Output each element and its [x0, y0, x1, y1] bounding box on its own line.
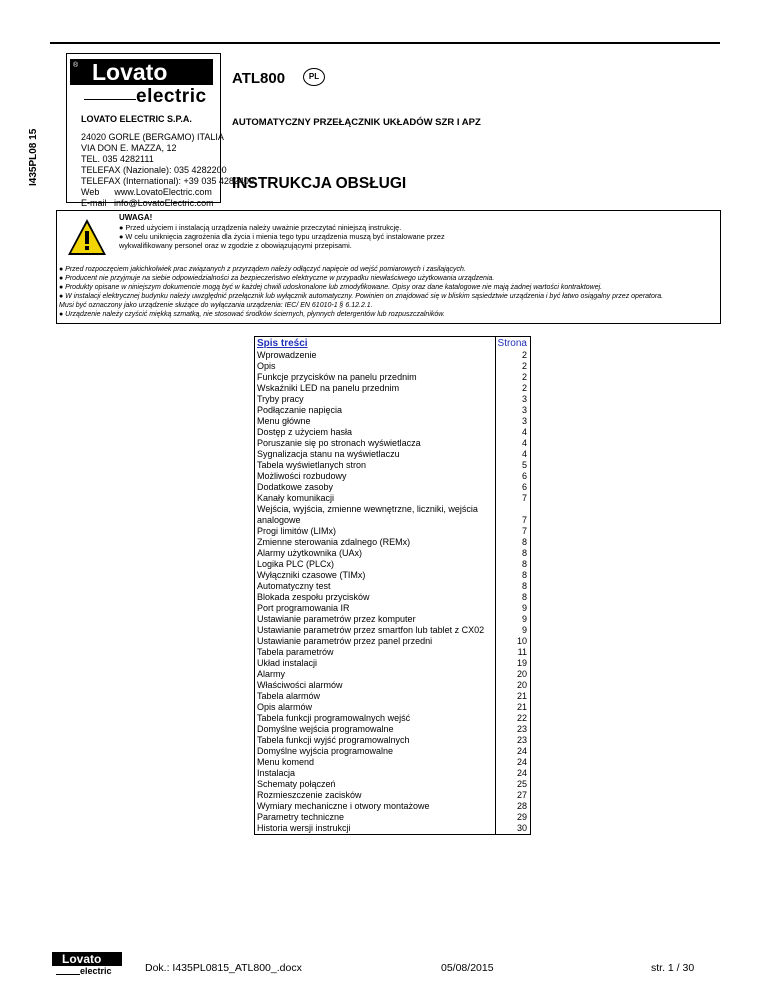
- toc-row: [255, 570, 530, 581]
- table-of-contents: [254, 336, 531, 835]
- warning-line: ● W celu uniknięcia zagrożenia dla życia i mienia tego typu urządzenia muszą być instalowane przez: [119, 232, 445, 241]
- toc-entry-page: 24: [516, 768, 527, 778]
- toc-row: [255, 350, 530, 361]
- logo-word: Lovato: [70, 59, 213, 85]
- toc-entry-page: 29: [516, 812, 527, 822]
- toc-entry-title: [255, 823, 496, 834]
- toc-entry-title: [255, 361, 496, 372]
- toc-entry-title-line: Tabela funkcji programowalnych wejść: [257, 713, 411, 723]
- toc-row: [255, 636, 530, 647]
- toc-entry-page: 21: [516, 702, 527, 712]
- toc-header-title: Spis treści: [255, 337, 496, 350]
- toc-row: [255, 438, 530, 449]
- toc-entry-title-line: Układ instalacji: [257, 658, 318, 668]
- toc-entry-page: 30: [516, 823, 527, 833]
- toc-entry-title-line: Alarmy użytkownika (UAx): [257, 548, 363, 558]
- toc-entry-page: 23: [516, 724, 527, 734]
- toc-row: [255, 669, 530, 680]
- toc-entry-page: 7: [521, 493, 527, 503]
- toc-entry-title-line: Ustawianie parametrów przez panel przedni: [257, 636, 433, 646]
- toc-entry-title-line: Instalacja: [257, 768, 296, 778]
- toc-row: [255, 526, 530, 537]
- address-line: VIA DON E. MAZZA, 12: [81, 143, 177, 153]
- toc-row: [255, 427, 530, 438]
- toc-entry-page: 8: [521, 570, 527, 580]
- toc-entry-page: 25: [516, 779, 527, 789]
- web-line: Web www.LovatoElectric.com: [81, 187, 212, 197]
- toc-row: [255, 702, 530, 713]
- toc-row: [255, 812, 530, 823]
- toc-entry-page: 24: [516, 746, 527, 756]
- toc-entry-title: [255, 405, 496, 416]
- email-line: E-mail info@LovatoElectric.com: [81, 198, 214, 208]
- toc-entry-title: [255, 460, 496, 471]
- toc-row: [255, 383, 530, 394]
- toc-entry-title: [255, 427, 496, 438]
- toc-entry-title: [255, 768, 496, 779]
- toc-entry-page: 9: [521, 614, 527, 624]
- toc-entry-page: 20: [516, 680, 527, 690]
- toc-entry-page: 4: [521, 449, 527, 459]
- toc-entry-title-line: Wprowadzenie: [257, 350, 317, 360]
- toc-entry-title: [255, 537, 496, 548]
- toc-entry-title-line: Domyślne wejścia programowalne: [257, 724, 394, 734]
- toc-entry-title: [255, 581, 496, 592]
- toc-entry-page: 21: [516, 691, 527, 701]
- toc-entry-page: 19: [516, 658, 527, 668]
- toc-entry-page: 2: [521, 383, 527, 393]
- toc-entry-page: 8: [521, 537, 527, 547]
- logo-line: [84, 99, 136, 100]
- toc-row: [255, 471, 530, 482]
- toc-entry-title-line: Opis alarmów: [257, 702, 313, 712]
- toc-entry-title-line: Menu główne: [257, 416, 311, 426]
- toc-entry-title-line: Tabela parametrów: [257, 647, 334, 657]
- toc-entry-title-line: Ustawianie parametrów przez komputer: [257, 614, 416, 624]
- registered-mark: ®: [73, 62, 79, 69]
- warning-note: ● Produkty opisane w niniejszym dokumencie mogą być w każdej chwili udoskonalone lub zmodyfikowane. Opisy oraz dane katalogowe nie mają żadnej wartości kontraktowej.: [59, 284, 603, 291]
- toc-entry-title-line: Opis: [257, 361, 276, 371]
- logo-sub: electric: [136, 86, 207, 107]
- toc-row: [255, 504, 530, 526]
- address-line: TEL. 035 4282111: [81, 154, 154, 164]
- toc-entry-page: 7: [521, 515, 527, 525]
- toc-entry-page: 6: [521, 471, 527, 481]
- toc-row: [255, 537, 530, 548]
- toc-entry-title: [255, 449, 496, 460]
- toc-entry-title-line: Dodatkowe zasoby: [257, 482, 334, 492]
- toc-entry-title-line: Wskaźniki LED na panelu przednim: [257, 383, 400, 393]
- footer-logo-word: Lovato: [52, 952, 122, 966]
- toc-row: [255, 757, 530, 768]
- toc-entry-page: 11: [517, 647, 527, 657]
- toc-entry-title: [255, 493, 496, 504]
- toc-entry-title: [255, 691, 496, 702]
- footer-date: 05/08/2015: [441, 962, 494, 974]
- toc-entry-title-line: Alarmy: [257, 669, 286, 679]
- toc-entry-title-line: Dostęp z użyciem hasła: [257, 427, 353, 437]
- toc-row: [255, 790, 530, 801]
- toc-entry-page: 20: [516, 669, 527, 679]
- toc-entry-title-line: Podłączanie napięcia: [257, 405, 343, 415]
- toc-row: [255, 658, 530, 669]
- toc-entry-title-line: Tabela alarmów: [257, 691, 321, 701]
- toc-entry-page: 4: [521, 427, 527, 437]
- toc-entry-title-line: Funkcje przycisków na panelu przednim: [257, 372, 417, 382]
- toc-row: [255, 614, 530, 625]
- toc-row: [255, 482, 530, 493]
- toc-entry-title-line: Domyślne wyjścia programowalne: [257, 746, 394, 756]
- toc-entry-title-line: Poruszanie się po stronach wyświetlacza: [257, 438, 421, 448]
- toc-row: [255, 548, 530, 559]
- toc-row: [255, 416, 530, 427]
- toc-entry-title: [255, 592, 496, 603]
- warning-note: Musi być oznaczony jako urządzenie służące do wyłączania urządzenia: IEC/ EN 61010-1 § 6.12.2.1.: [59, 302, 373, 309]
- company-box: [66, 53, 254, 208]
- toc-entry-page: 3: [521, 405, 527, 415]
- warning-box: [56, 210, 721, 324]
- toc-entry-title-line: Wejścia, wyjścia, zmienne wewnętrzne, liczniki, wejścia: [257, 504, 478, 514]
- toc-row: [255, 768, 530, 779]
- toc-entry-title-line: Tabela wyświetlanych stron: [257, 460, 367, 470]
- toc-entry-title: [255, 504, 496, 526]
- toc-entry-page: 9: [521, 603, 527, 613]
- toc-row: [255, 823, 530, 834]
- toc-entry-page: 8: [521, 581, 527, 591]
- toc-entry-page: 10: [516, 636, 527, 646]
- toc-entry-title-line: Automatyczny test: [257, 581, 331, 591]
- toc-row: [255, 779, 530, 790]
- toc-entry-title-line: Rozmieszczenie zacisków: [257, 790, 362, 800]
- toc-row: [255, 372, 530, 383]
- address-line: TELEFAX (International): +39 035 4282400: [81, 176, 254, 186]
- toc-entry-page: 5: [521, 460, 527, 470]
- toc-entry-page: 27: [516, 790, 527, 800]
- product-title: ATL800: [232, 70, 286, 87]
- toc-entry-page: 22: [516, 713, 527, 723]
- toc-entry-page: 3: [521, 416, 527, 426]
- toc-entry-title-line: Ustawianie parametrów przez smartfon lub tablet z CX02: [257, 625, 485, 635]
- toc-entry-title: [255, 548, 496, 559]
- footer-logo-line: [56, 974, 80, 975]
- warning-note: ● Producent nie przyjmuje na siebie odpowiedzialności za bezpieczeństwo elektryczne w przypadku niewłaściwego użytkowania urządzenia.: [59, 275, 495, 282]
- footer-document-name: Dok.: I435PL0815_ATL800_.docx: [145, 962, 302, 974]
- toc-entry-page: 2: [521, 372, 527, 382]
- toc-entry-title-line: Historia wersji instrukcji: [257, 823, 351, 833]
- toc-row: [255, 581, 530, 592]
- toc-entry-title-line: Logika PLC (PLCx): [257, 559, 335, 569]
- warning-note: ● Urządzenie należy czyścić miękką szmatką, nie stosować środków ściernych, płynnych detergentów lub rozpuszczalników.: [59, 311, 445, 318]
- toc-entry-title: [255, 471, 496, 482]
- toc-entry-title: [255, 724, 496, 735]
- toc-entry-page: 28: [516, 801, 527, 811]
- toc-entry-page: 3: [521, 394, 527, 404]
- toc-entry-title: [255, 779, 496, 790]
- toc-row: [255, 592, 530, 603]
- toc-entry-title: [255, 735, 496, 746]
- warning-line: ● Przed użyciem i instalacją urządzenia należy uważnie przeczytać niniejszą instrukcję.: [119, 223, 402, 232]
- toc-entry-title-line: Port programowania IR: [257, 603, 350, 613]
- toc-entry-title: [255, 394, 496, 405]
- manual-title: INSTRUKCJA OBSŁUGI: [232, 175, 407, 192]
- toc-entry-page: 8: [521, 559, 527, 569]
- toc-entry-title-line: Progi limitów (LIMx): [257, 526, 337, 536]
- toc-entry-title: [255, 669, 496, 680]
- toc-entry-title-line: Schematy połączeń: [257, 779, 336, 789]
- toc-entry-title-line: Wyłączniki czasowe (TIMx): [257, 570, 366, 580]
- toc-header-page: Strona: [497, 338, 527, 349]
- product-subtitle: AUTOMATYCZNY PRZEŁĄCZNIK UKŁADÓW SZR I APZ: [232, 117, 481, 128]
- warning-triangle-icon: [67, 218, 107, 256]
- toc-row: [255, 735, 530, 746]
- toc-entry-page: 2: [521, 361, 527, 371]
- toc-entry-title: [255, 757, 496, 768]
- toc-entry-title: [255, 746, 496, 757]
- toc-entry-title: [255, 482, 496, 493]
- toc-entry-page: 4: [521, 438, 527, 448]
- toc-entry-title-line: Tryby pracy: [257, 394, 304, 404]
- toc-entry-page: 6: [521, 482, 527, 492]
- footer-logo: [52, 952, 122, 982]
- toc-row: [255, 394, 530, 405]
- toc-entry-title-line: Parametry techniczne: [257, 812, 345, 822]
- toc-entry-title-line: Sygnalizacja stanu na wyświetlaczu: [257, 449, 400, 459]
- toc-entry-page: 7: [521, 526, 527, 536]
- toc-row: [255, 691, 530, 702]
- warning-note: ● Przed rozpoczęciem jakichkolwiek prac związanych z przyrządem należy odłączyć napięcie od wejść pomiarowych i zasilających.: [59, 266, 466, 273]
- toc-row: [255, 713, 530, 724]
- toc-entry-title: [255, 790, 496, 801]
- toc-row: [255, 724, 530, 735]
- toc-entry-page: 9: [521, 625, 527, 635]
- toc-entry-title-line: Możliwości rozbudowy: [257, 471, 347, 481]
- document-code: I435PL08 15: [28, 128, 39, 186]
- toc-row: [255, 801, 530, 812]
- toc-header: [255, 337, 530, 350]
- toc-row: [255, 460, 530, 471]
- toc-entry-title: [255, 350, 496, 361]
- warning-heading: UWAGA!: [119, 213, 153, 222]
- toc-entry-title: [255, 625, 496, 636]
- toc-entry-title: [255, 658, 496, 669]
- toc-entry-title-line: Tabela funkcji wyjść programowalnych: [257, 735, 410, 745]
- footer-logo-sub: electric: [80, 966, 112, 976]
- toc-row: [255, 449, 530, 460]
- address-line: 24020 GORLE (BERGAMO) ITALIA: [81, 132, 224, 142]
- toc-row: [255, 361, 530, 372]
- toc-entry-page: 8: [521, 548, 527, 558]
- toc-entry-title: [255, 636, 496, 647]
- toc-entry-title: [255, 702, 496, 713]
- company-name: LOVATO ELECTRIC S.P.A.: [81, 114, 192, 124]
- toc-entry-title-line: Kanały komunikacji: [257, 493, 335, 503]
- toc-entry-title: [255, 614, 496, 625]
- toc-row: [255, 603, 530, 614]
- toc-row: [255, 680, 530, 691]
- toc-row: [255, 405, 530, 416]
- toc-entry-title-line: analogowe: [257, 515, 301, 525]
- toc-row: [255, 647, 530, 658]
- toc-entry-title: [255, 680, 496, 691]
- toc-row: [255, 493, 530, 504]
- toc-entry-title: [255, 438, 496, 449]
- toc-entry-title-line: Właściwości alarmów: [257, 680, 343, 690]
- toc-entry-title: [255, 570, 496, 581]
- toc-entry-title-line: Zmienne sterowania zdalnego (REMx): [257, 537, 411, 547]
- toc-row: [255, 625, 530, 636]
- toc-entry-title: [255, 383, 496, 394]
- toc-entry-title: [255, 416, 496, 427]
- footer-page-number: str. 1 / 30: [651, 962, 695, 974]
- toc-entry-page: 8: [521, 592, 527, 602]
- toc-entry-page: 2: [521, 350, 527, 360]
- toc-entry-title-line: Menu komend: [257, 757, 315, 767]
- toc-entry-title: [255, 713, 496, 724]
- language-badge: PL: [303, 68, 325, 86]
- toc-entry-title: [255, 526, 496, 537]
- toc-entry-title: [255, 801, 496, 812]
- lovato-logo: [70, 59, 213, 108]
- toc-entry-title: [255, 603, 496, 614]
- toc-row: [255, 746, 530, 757]
- toc-entry-title-line: Blokada zespołu przycisków: [257, 592, 370, 602]
- warning-note: ● W instalacji elektrycznej budynku należy uwzględnić przełącznik lub wyłącznik automatyczny. Powinien on znajdować się w bliskim sąsiedztwie urządzenia i być łatwo osiągalny przez operatora.: [59, 293, 664, 300]
- address-line: TELEFAX (Nazionale): 035 4282200: [81, 165, 227, 175]
- toc-entry-title-line: Wymiary mechaniczne i otwory montażowe: [257, 801, 430, 811]
- toc-entry-page: 23: [516, 735, 527, 745]
- toc-entry-title: [255, 372, 496, 383]
- toc-entry-page: 24: [516, 757, 527, 767]
- top-rule: [50, 42, 720, 44]
- toc-entry-title: [255, 812, 496, 823]
- warning-line: wykwalifikowany personel oraz w zgodzie z obowiązującymi przepisami.: [119, 241, 352, 250]
- toc-row: [255, 559, 530, 570]
- toc-entry-title: [255, 559, 496, 570]
- toc-entry-title: [255, 647, 496, 658]
